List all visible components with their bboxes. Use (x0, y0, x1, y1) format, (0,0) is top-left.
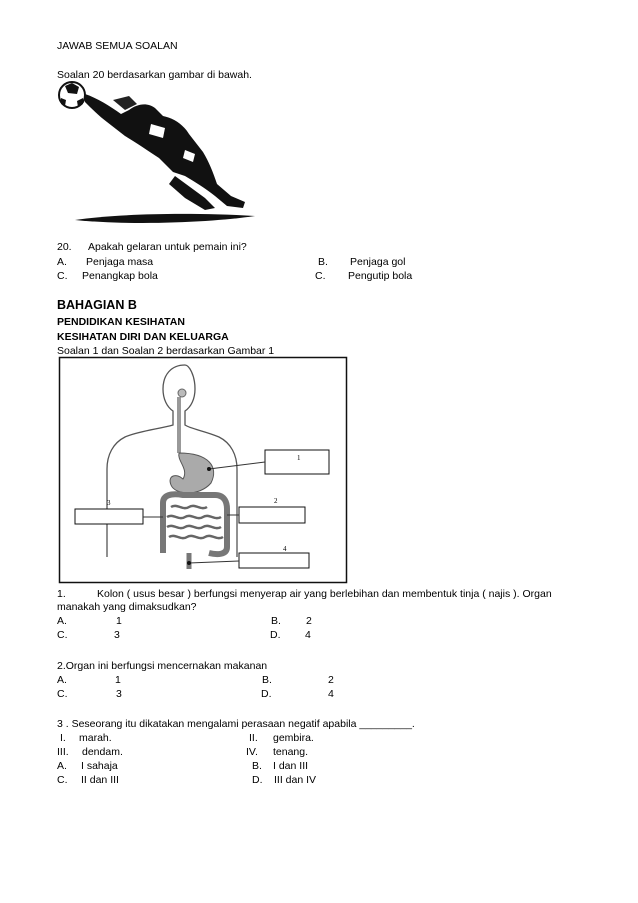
q3-option-a-letter: A. (57, 760, 67, 772)
q1-option-a-text: 1 (116, 615, 122, 627)
question-3-text: 3 . Seseorang itu dikatakan mengalami perasaan negatif apabila _________. (57, 718, 415, 730)
question-20-intro: Soalan 20 berdasarkan gambar di bawah. (57, 69, 252, 81)
q3-option-b-letter: B. (252, 760, 262, 772)
q3-option-a-text: I sahaja (81, 760, 118, 772)
section-subject: PENDIDIKAN KESIHATAN (57, 316, 185, 328)
q2-option-c-text: 3 (116, 688, 122, 700)
q3-item-3-text: dendam. (82, 746, 123, 758)
q2-option-c-letter: C. (57, 688, 68, 700)
question-20-text: Apakah gelaran untuk pemain ini? (88, 241, 247, 253)
q1-option-a-letter: A. (57, 615, 67, 627)
q3-item-3-numeral: III. (57, 746, 69, 758)
q2-option-d-letter: D. (261, 688, 272, 700)
q20-option-a-text: Penjaga masa (86, 256, 154, 268)
diagram-label-2: 2 (274, 497, 278, 505)
q20-option-c-letter: C. (57, 270, 68, 282)
q20-option-b-text: Penjaga gol (350, 256, 406, 268)
q3-option-b-text: I dan III (273, 760, 309, 772)
q1-option-b-letter: B. (271, 615, 281, 627)
q1-option-d-letter: D. (270, 629, 281, 641)
q3-item-2-numeral: II. (249, 732, 258, 744)
question-1-text-line1: Kolon ( usus besar ) berfungsi menyerap air yang berlebihan dan membentuk tinja ( najis ). Organ (97, 588, 552, 600)
digestive-system-diagram (59, 357, 347, 583)
q2-option-b-text: 2 (328, 674, 334, 686)
q3-option-d-text: III dan IV (274, 774, 317, 786)
soccer-ball-icon (59, 82, 85, 108)
diagram-label-1: 1 (297, 454, 301, 462)
q2-option-d-text: 4 (328, 688, 334, 700)
q1-option-b-text: 2 (306, 615, 312, 627)
goalkeeper-image (55, 80, 255, 240)
q20-option-a-letter: A. (57, 256, 67, 268)
q20-option-d-text: Pengutip bola (348, 270, 413, 282)
question-1-number: 1. (57, 588, 66, 600)
q2-option-a-text: 1 (115, 674, 121, 686)
q20-option-b-letter: B. (318, 256, 328, 268)
section-topic: KESIHATAN DIRI DAN KELUARGA (57, 331, 229, 343)
q1-option-d-text: 4 (305, 629, 311, 641)
q3-option-c-text: II dan III (81, 774, 119, 786)
diagram-caption: Soalan 1 dan Soalan 2 berdasarkan Gambar 1 (57, 345, 275, 357)
diagram-label-4: 4 (283, 545, 287, 553)
q2-option-b-letter: B. (262, 674, 272, 686)
q3-item-4-text: tenang. (273, 746, 309, 758)
q3-item-1-text: marah. (79, 732, 112, 744)
q3-option-d-letter: D. (252, 774, 263, 786)
question-2-text: 2.Organ ini berfungsi mencernakan makanan (57, 660, 268, 672)
q3-option-c-letter: C. (57, 774, 68, 786)
q3-item-2-text: gembira. (273, 732, 314, 744)
q2-option-a-letter: A. (57, 674, 67, 686)
q1-option-c-letter: C. (57, 629, 68, 641)
question-20-number: 20. (57, 241, 72, 253)
q20-option-c-text: Penangkap bola (82, 270, 158, 282)
section-title: BAHAGIAN B (57, 298, 137, 312)
page-header: JAWAB SEMUA SOALAN (57, 40, 178, 52)
q3-item-1-numeral: I. (60, 732, 66, 744)
diagram-label-3: 3 (107, 499, 111, 507)
q20-option-d-letter: C. (315, 270, 326, 282)
question-1-text-line2: manakah yang dimaksudkan? (57, 601, 197, 613)
q3-item-4-numeral: IV. (246, 746, 258, 758)
q1-option-c-text: 3 (114, 629, 120, 641)
